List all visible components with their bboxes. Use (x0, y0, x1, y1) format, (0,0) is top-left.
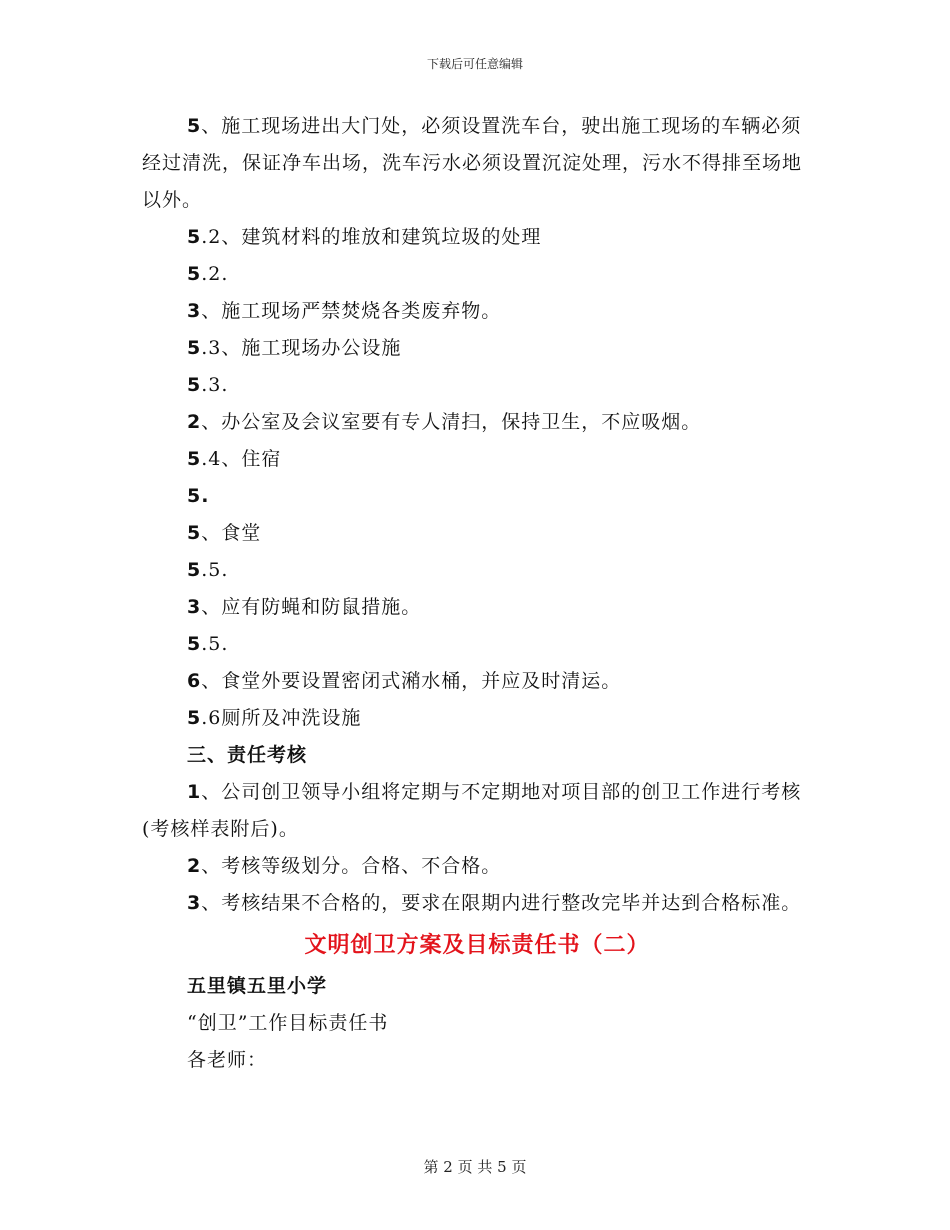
paragraph-5-5-num-a: 5.5. (187, 559, 229, 581)
second-document-title: 文明创卫方案及目标责任书（二） (304, 933, 650, 958)
paragraph-no-burning: 3、施工现场严禁焚烧各类废弃物。 (187, 300, 502, 322)
school-name-line: 五里镇五里小学 (187, 975, 328, 997)
paragraph-office-cleaning: 2、办公室及会议室要有专人清扫，保持卫生，不应吸烟。 (187, 411, 702, 433)
paragraph-5-3-heading: 5.3、施工现场办公设施 (187, 337, 402, 359)
paragraph-canteen-heading: 5、食堂 (187, 522, 262, 544)
page-header-note: 下载后可任意编辑 (426, 57, 523, 71)
paragraph-5-3-num: 5.3. (187, 374, 229, 396)
paragraph-5-2-heading: 5.2、建筑材料的堆放和建筑垃圾的处理 (187, 226, 542, 248)
section-heading-assessment: 三、责任考核 (187, 744, 308, 766)
paragraph-5-2-num: 5.2. (187, 263, 229, 285)
salutation-line: 各老师： (187, 1049, 268, 1071)
assessment-item-2: 2、考核等级划分。合格、不合格。 (187, 855, 502, 877)
document-body (142, 108, 812, 1079)
paragraph-pest-control: 3、应有防蝇和防鼠措施。 (187, 596, 422, 618)
paragraph-5-1: 5、施工现场进出大门处，必须设置洗车台，驶出施工现场的车辆必须经过清洗，保证净车出场，洗车污水必须设置沉淀处理，污水不得排至场地以外。 (142, 115, 803, 211)
paragraph-5-5-num-b: 5.5. (187, 633, 229, 655)
paragraph-5-4-heading: 5.4、住宿 (187, 448, 282, 470)
paragraph-5-num: 5. (187, 485, 210, 507)
assessment-item-1: 1、公司创卫领导小组将定期与不定期地对项目部的创卫工作进行考核(考核样表附后)。 (142, 781, 802, 840)
paragraph-5-6-heading: 5.6厕所及冲洗设施 (187, 707, 362, 729)
page-footer-page-number: 第 2 页 共 5 页 (423, 1158, 527, 1176)
assessment-item-3: 3、考核结果不合格的，要求在限期内进行整改完毕并达到合格标准。 (187, 892, 802, 914)
paragraph-swill-bucket: 6、食堂外要设置密闭式潲水桶，并应及时清运。 (187, 670, 622, 692)
responsibility-doc-name: “创卫”工作目标责任书 (187, 1012, 389, 1034)
